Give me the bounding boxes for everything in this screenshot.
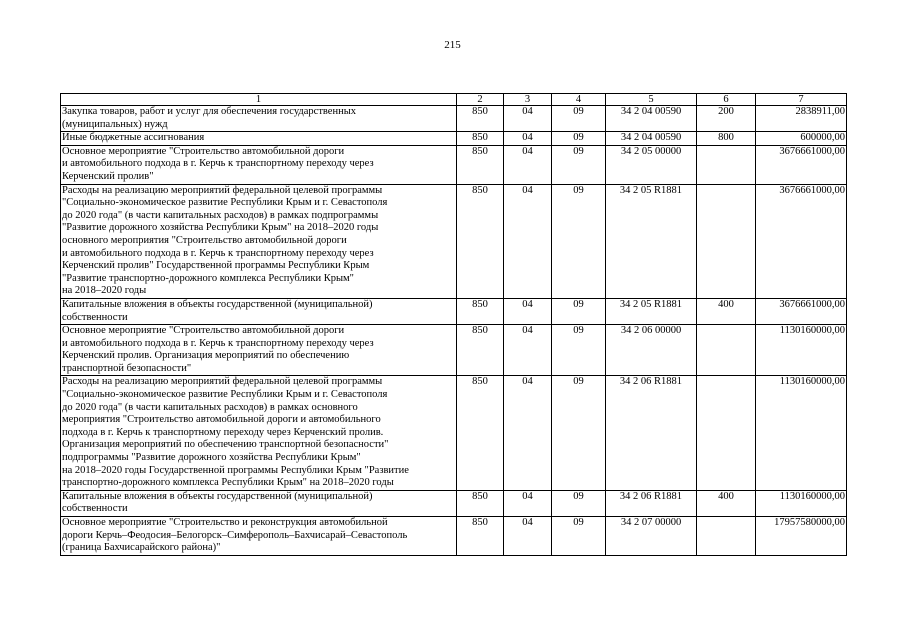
cell-section: 04 (504, 517, 552, 556)
cell-expense-type: 200 (697, 106, 756, 132)
cell-target-article: 34 2 04 00590 (606, 132, 697, 146)
cell-ministry-code: 850 (457, 145, 504, 184)
table-row (61, 376, 847, 490)
cell-expense-type (697, 184, 756, 298)
row-name: Капитальные вложения в объекты государственной (муниципальной) собственности (61, 490, 457, 516)
cell-ministry-code: 850 (457, 132, 504, 146)
column-header: 2 (457, 94, 504, 106)
cell-target-article: 34 2 06 00000 (606, 325, 697, 376)
cell-amount: 3676661000,00 (756, 145, 847, 184)
row-name: Основное мероприятие "Строительство автомобильной дороги и автомобильного подхода в г. Керчь к транспортному переходу через Керченский пролив" (61, 145, 457, 184)
row-name: Основное мероприятие "Строительство автомобильной дороги и автомобильного подхода в г. Керчь к транспортному переходу через Керченский пролив. Организация мероприятий по обеспечению транспортной безопасности" (61, 325, 457, 376)
cell-amount: 2838911,00 (756, 106, 847, 132)
cell-ministry-code: 850 (457, 325, 504, 376)
cell-subsection: 09 (552, 106, 606, 132)
cell-subsection: 09 (552, 145, 606, 184)
cell-section: 04 (504, 106, 552, 132)
column-header: 7 (756, 94, 847, 106)
cell-subsection: 09 (552, 298, 606, 324)
row-name: Иные бюджетные ассигнования (61, 132, 457, 146)
cell-ministry-code: 850 (457, 106, 504, 132)
cell-section: 04 (504, 132, 552, 146)
cell-expense-type: 800 (697, 132, 756, 146)
cell-expense-type: 400 (697, 490, 756, 516)
row-name: Капитальные вложения в объекты государственной (муниципальной) собственности (61, 298, 457, 324)
cell-expense-type (697, 376, 756, 490)
table-row (61, 325, 847, 376)
cell-expense-type: 400 (697, 298, 756, 324)
cell-section: 04 (504, 184, 552, 298)
cell-ministry-code: 850 (457, 517, 504, 556)
table-row (61, 132, 847, 146)
cell-section: 04 (504, 325, 552, 376)
row-name: Закупка товаров, работ и услуг для обеспечения государственных (муниципальных) нужд (61, 106, 457, 132)
table-row (61, 184, 847, 298)
cell-subsection: 09 (552, 184, 606, 298)
cell-amount: 17957580000,00 (756, 517, 847, 556)
cell-target-article: 34 2 04 00590 (606, 106, 697, 132)
cell-target-article: 34 2 05 R1881 (606, 184, 697, 298)
column-header: 5 (606, 94, 697, 106)
column-header: 1 (61, 94, 457, 106)
cell-section: 04 (504, 490, 552, 516)
row-name: Основное мероприятие "Строительство и реконструкция автомобильной дороги Керчь–Феодосия–Белогорск–Симферополь–Бахчисарай–Севастополь (граница Бахчисарайского района)" (61, 517, 457, 556)
cell-target-article: 34 2 05 R1881 (606, 298, 697, 324)
cell-section: 04 (504, 376, 552, 490)
column-header: 6 (697, 94, 756, 106)
cell-subsection: 09 (552, 517, 606, 556)
cell-subsection: 09 (552, 325, 606, 376)
page-number: 215 (444, 39, 461, 51)
cell-expense-type (697, 325, 756, 376)
table-row (61, 145, 847, 184)
cell-expense-type (697, 517, 756, 556)
cell-subsection: 09 (552, 490, 606, 516)
table-row (61, 490, 847, 516)
column-header: 4 (552, 94, 606, 106)
cell-amount: 3676661000,00 (756, 184, 847, 298)
table-row (61, 298, 847, 324)
cell-amount: 3676661000,00 (756, 298, 847, 324)
cell-ministry-code: 850 (457, 376, 504, 490)
cell-ministry-code: 850 (457, 184, 504, 298)
cell-subsection: 09 (552, 132, 606, 146)
column-header: 3 (504, 94, 552, 106)
cell-ministry-code: 850 (457, 490, 504, 516)
cell-target-article: 34 2 07 00000 (606, 517, 697, 556)
cell-expense-type (697, 145, 756, 184)
cell-section: 04 (504, 298, 552, 324)
row-name: Расходы на реализацию мероприятий федеральной целевой программы "Социально-экономическое развитие Республики Крым и г. Севастополя до 2020 года" (в части капитальных расходов) в рамках основного мероприятия "Строительство автомобильной дороги и автомобильного подхода в г. Керчь к транспортному переходу через Керченский пролив. Организация мероприятий по обеспечению транспортной безопасности" подпрограммы "Развитие дорожного хозяйства Республики Крым" на 2018–2020 годы Государственной программы Республики Крым "Развитие транспортно-дорожного комплекса Республики Крым" на 2018–2020 годы (61, 376, 457, 490)
cell-target-article: 34 2 06 R1881 (606, 490, 697, 516)
cell-amount: 1130160000,00 (756, 490, 847, 516)
table-row (61, 517, 847, 556)
cell-amount: 1130160000,00 (756, 376, 847, 490)
cell-amount: 600000,00 (756, 132, 847, 146)
cell-target-article: 34 2 05 00000 (606, 145, 697, 184)
table-header-row (61, 94, 847, 106)
cell-subsection: 09 (552, 376, 606, 490)
budget-table (60, 93, 847, 556)
cell-target-article: 34 2 06 R1881 (606, 376, 697, 490)
cell-amount: 1130160000,00 (756, 325, 847, 376)
cell-section: 04 (504, 145, 552, 184)
row-name: Расходы на реализацию мероприятий федеральной целевой программы "Социально-экономическое развитие Республики Крым и г. Севастополя до 2020 года" (в части капитальных расходов) в рамках подпрограммы "Развитие дорожного хозяйства Республики Крым" на 2018–2020 годы основного мероприятия "Строительство автомобильной дороги и автомобильного подхода в г. Керчь к транспортному переходу через Керченский пролив" Государственной программы Республики Крым "Развитие транспортно-дорожного комплекса Республики Крым" на 2018–2020 годы (61, 184, 457, 298)
cell-ministry-code: 850 (457, 298, 504, 324)
table-row (61, 106, 847, 132)
